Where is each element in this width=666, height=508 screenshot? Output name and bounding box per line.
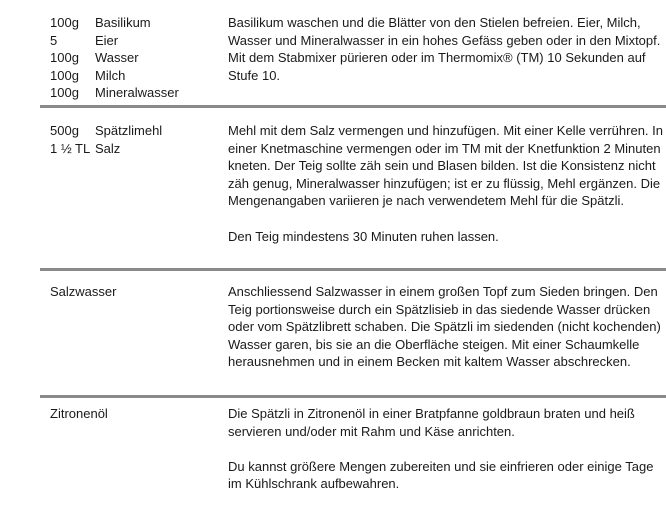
ingredient-quantity: 100g [50,50,79,66]
ingredient-quantity: 100g [50,85,79,101]
ingredient-row [50,49,220,67]
ingredient-list [50,122,220,157]
ingredient-quantity: 1 ½ TL [50,140,91,156]
instruction-text [228,122,664,245]
ingredient-row [50,14,220,32]
section-divider [40,105,666,108]
ingredient-row [50,67,220,85]
step-label-text: Salzwasser [50,284,117,299]
instruction-paragraph: Den Teig mindestens 30 Minuten ruhen lassen. [228,228,499,244]
instruction-text [228,405,664,493]
ingredient-row [50,32,220,50]
ingredient-list [50,14,220,102]
step-label-text: Zitronenöl [50,406,108,421]
ingredient-name: Eier [95,32,119,48]
instruction-paragraph: Mehl mit dem Salz vermengen und hinzufügen. Mit einer Kelle verrühren. In einer Knetmaschine vermengen oder im TM mit der Knetfunktion 2 Minuten kneten. Der Teig sollte zäh sein und Blasen bilden. Ist die Konsistenz nicht zäh genug, Mineralwasser hinzufügen; ist er zu flüssig, Mehl ergänzen. Die Mengenangaben variieren je nach verwendetem Mehl für die Spätzli. [228,123,663,209]
ingredient-row [50,122,220,140]
step-label [50,405,220,423]
ingredient-row [50,140,220,158]
instruction-paragraph: Du kannst größere Mengen zubereiten und sie einfrieren oder einige Tage im Kühlschrank aufbewahren. [228,458,654,492]
ingredient-name: Basilikum [95,15,151,30]
instruction-paragraph: Die Spätzli in Zitronenöl in einer Bratpfanne goldbraun braten und heiß servieren und/oder mit Rahm und Käse anrichten. [228,406,635,439]
ingredient-quantity: 100g [50,67,79,83]
step-label [50,283,220,301]
ingredient-name: Wasser [95,50,139,66]
section-divider [40,395,666,398]
ingredient-name: Spätzlimehl [95,123,163,138]
instruction-paragraph: Basilikum waschen und die Blätter von den Stielen befreien. Eier, Milch, Wasser und Mineralwasser in ein hohes Gefäss geben oder in den Mixtopf. Mit dem Stabmixer pürieren oder im Thermomix® (TM) 10 Sekunden auf Stufe 10. [228,15,661,83]
ingredient-quantity: 500g [50,123,79,138]
ingredient-name: Mineralwasser [95,85,179,101]
ingredient-row [50,84,220,102]
ingredient-name: Salz [95,140,121,156]
ingredient-quantity: 5 [50,32,58,48]
ingredient-name: Milch [95,67,126,83]
ingredient-quantity: 100g [50,15,79,30]
instruction-text [228,283,664,371]
instruction-text [228,14,664,84]
section-divider [40,268,666,271]
instruction-paragraph: Anschliessend Salzwasser in einem großen Topf zum Sieden bringen. Den Teig portionsweise durch ein Spätzlisieb in das siedende Wasser drücken oder vom Spätzlibrett schaben. Die Spätzli im siedenden (nicht kochenden) Wasser garen, bis sie an die Oberfläche steigen. Mit einer Schaumkelle herausnehmen und in einem Becken mit kaltem Wasser abschrecken. [228,284,661,370]
